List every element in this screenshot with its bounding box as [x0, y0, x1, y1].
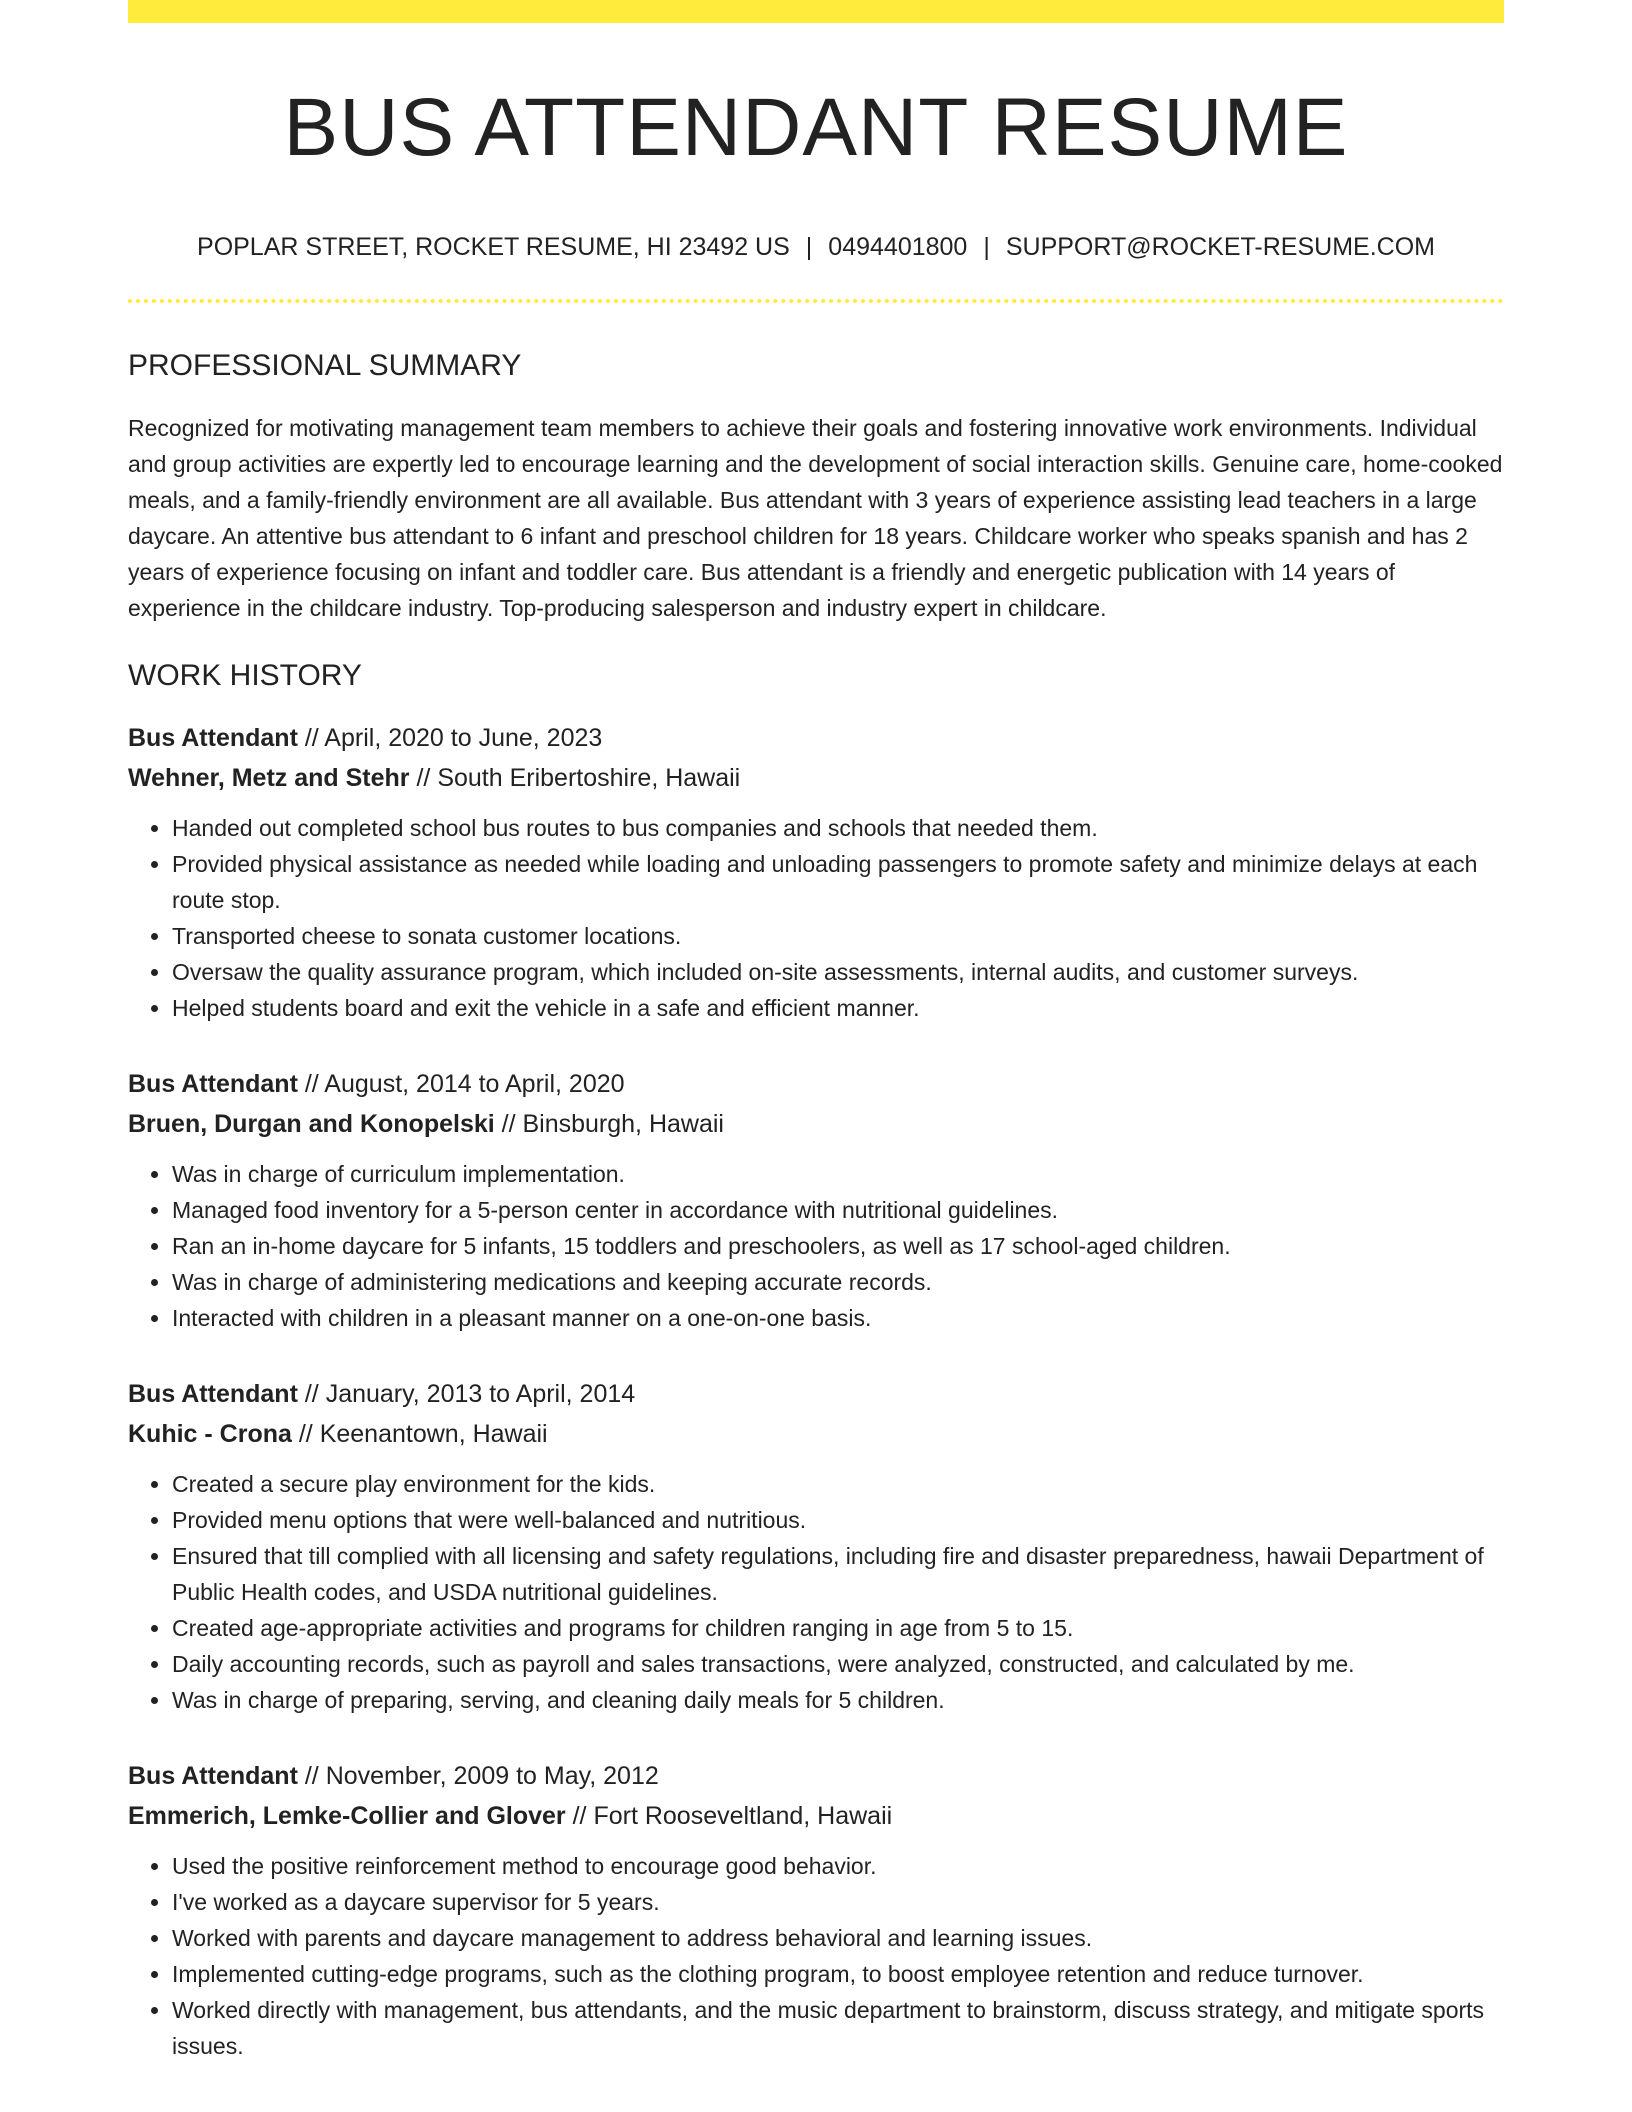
job-bullet: • Used the positive reinforcement method to encourage good behavior.: [172, 1848, 1504, 1884]
job-bullet: • Ran an in-home daycare for 5 infants, 15 toddlers and preschoolers, as well as 17 school-aged children.: [172, 1228, 1504, 1264]
job-bullet: • Provided menu options that were well-balanced and nutritious.: [172, 1502, 1504, 1538]
job-company-line: [128, 1796, 1504, 1836]
contact-phone: 0494401800: [828, 233, 968, 261]
job-bullets: [128, 1466, 1504, 1718]
job-role: Bus Attendant: [128, 1762, 298, 1790]
job-bullets: [128, 1848, 1504, 2064]
section-title-summary: PROFESSIONAL SUMMARY: [128, 349, 522, 382]
job-dates: // January, 2013 to April, 2014: [297, 1380, 636, 1408]
contact-address: POPLAR STREET, ROCKET RESUME, HI 23492 US: [197, 233, 790, 261]
job-bullet: • Was in charge of curriculum implementation.: [172, 1156, 1504, 1192]
resume-page: [128, 0, 1504, 2064]
job-bullet: • Created age-appropriate activities and programs for children ranging in age from 5 to 15.: [172, 1610, 1504, 1646]
job-bullet: • I've worked as a daycare supervisor for 5 years.: [172, 1884, 1504, 1920]
job-dates: // April, 2020 to June, 2023: [297, 724, 603, 752]
job-bullet: • Oversaw the quality assurance program, which included on-site assessments, internal audits, and customer surveys.: [172, 954, 1504, 990]
job-company-line: [128, 758, 1504, 798]
job-role: Bus Attendant: [128, 724, 298, 752]
job-company: Emmerich, Lemke-Collier and Glover: [128, 1802, 566, 1830]
job-bullet: • Ensured that till complied with all licensing and safety regulations, including fire and disaster preparedness, hawaii Department of Public Health codes, and USDA nutritional guidelines.: [172, 1538, 1504, 1610]
contact-separator: |: [983, 233, 990, 261]
job-bullet: • Managed food inventory for a 5-person center in accordance with nutritional guidelines.: [172, 1192, 1504, 1228]
resume-title: BUS ATTENDANT RESUME: [283, 82, 1349, 173]
job-role-line: [128, 1756, 1504, 1796]
contact-line: [128, 232, 1504, 262]
job-bullet: • Daily accounting records, such as payroll and sales transactions, were analyzed, constructed, and calculated by me.: [172, 1646, 1504, 1682]
job-dates: // November, 2009 to May, 2012: [297, 1762, 659, 1790]
dotted-divider: [128, 299, 1504, 303]
summary-text: Recognized for motivating management team members to achieve their goals and fostering innovative work environments. Individual and group activities are expertly led to encourage learning and the development of social interaction skills. Genuine care, home-cooked meals, and a family-friendly environment are all available. Bus attendant with 3 years of experience assisting lead teachers in a large daycare. An attentive bus attendant to 6 infant and preschool children for 18 years. Childcare worker who speaks spanish and has 2 years of experience focusing on infant and toddler care. Bus attendant is a friendly and energetic publication with 14 years of experience in the childcare industry. Top-producing salesperson and industry expert in childcare.: [128, 415, 1503, 621]
job-company: Kuhic - Crona: [128, 1420, 292, 1448]
job-bullet: • Transported cheese to sonata customer locations.: [172, 918, 1504, 954]
job-bullet: • Created a secure play environment for the kids.: [172, 1466, 1504, 1502]
job-entry: [128, 1756, 1504, 2064]
job-bullet: • Worked with parents and daycare management to address behavioral and learning issues.: [172, 1920, 1504, 1956]
job-entry: [128, 718, 1504, 1026]
job-company: Wehner, Metz and Stehr: [128, 764, 410, 792]
contact-separator: |: [805, 233, 813, 261]
job-bullets: [128, 1156, 1504, 1336]
job-entry: [128, 1374, 1504, 1718]
job-role-line: [128, 718, 1504, 758]
job-company: Bruen, Durgan and Konopelski: [128, 1110, 495, 1138]
job-bullet: • Interacted with children in a pleasant manner on a one-on-one basis.: [172, 1300, 1504, 1336]
job-bullet: • Helped students board and exit the vehicle in a safe and efficient manner.: [172, 990, 1504, 1026]
job-bullet: • Was in charge of preparing, serving, and cleaning daily meals for 5 children.: [172, 1682, 1504, 1718]
job-location: // Keenantown, Hawaii: [291, 1420, 548, 1448]
job-role-line: [128, 1064, 1504, 1104]
job-entry: [128, 1064, 1504, 1336]
job-role-line: [128, 1374, 1504, 1414]
job-company-line: [128, 1104, 1504, 1144]
job-bullet: • Provided physical assistance as needed while loading and unloading passengers to promote safety and minimize delays at each route stop.: [172, 846, 1504, 918]
job-bullets: [128, 810, 1504, 1026]
job-location: // South Eribertoshire, Hawaii: [409, 764, 741, 792]
accent-top-bar: [128, 0, 1504, 23]
section-title-work-history: WORK HISTORY: [128, 659, 362, 692]
contact-email: SUPPORT@ROCKET-RESUME.COM: [1005, 233, 1435, 261]
job-dates: // August, 2014 to April, 2020: [297, 1070, 625, 1098]
job-bullet: • Implemented cutting-edge programs, such as the clothing program, to boost employee retention and reduce turnover.: [172, 1956, 1504, 1992]
job-bullet: • Was in charge of administering medications and keeping accurate records.: [172, 1264, 1504, 1300]
job-company-line: [128, 1414, 1504, 1454]
job-role: Bus Attendant: [128, 1380, 298, 1408]
job-bullet: • Worked directly with management, bus attendants, and the music department to brainstorm, discuss strategy, and mitigate sports issues.: [172, 1992, 1504, 2064]
job-location: // Binsburgh, Hawaii: [494, 1110, 724, 1138]
job-role: Bus Attendant: [128, 1070, 298, 1098]
job-bullet: • Handed out completed school bus routes to bus companies and schools that needed them.: [172, 810, 1504, 846]
job-location: // Fort Rooseveltland, Hawaii: [565, 1802, 893, 1830]
